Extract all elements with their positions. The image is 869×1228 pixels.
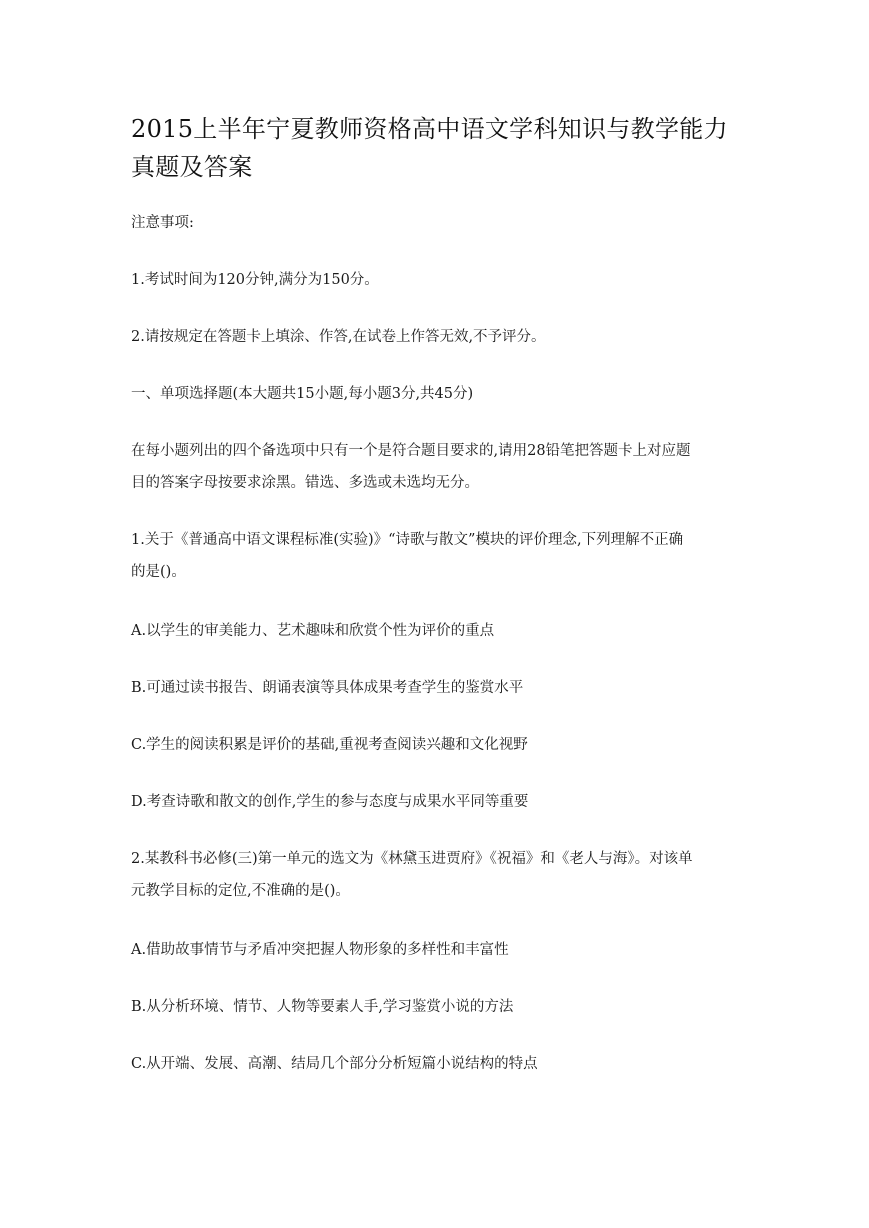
question-stem-line: 2.某教科书必修(三)第一单元的选文为《林黛玉进贾府》《祝福》和《老人与海》。对该单 [131,851,693,867]
notice-heading: 注意事项: [131,215,194,231]
question-option: C.从开端、发展、高潮、结局几个部分分析短篇小说结构的特点 [131,1056,538,1072]
question-option: D.考查诗歌和散文的创作,学生的参与态度与成果水平同等重要 [131,794,529,810]
question-stem-line: 元教学目标的定位,不准确的是()。 [131,883,350,899]
question-option: C.学生的阅读积累是评价的基础,重视考查阅读兴趣和文化视野 [131,737,528,753]
notice-item: 1.考试时间为120分钟,满分为150分。 [131,272,379,288]
document-title: 2015上半年宁夏教师资格高中语文学科知识与教学能力真题及答案 [131,115,728,181]
question-option: B.可通过读书报告、朗诵表演等具体成果考查学生的鉴赏水平 [131,680,524,696]
instruction-line: 目的答案字母按要求涂黑。错选、多选或未选均无分。 [131,475,479,491]
notice-item: 2.请按规定在答题卡上填涂、作答,在试卷上作答无效,不予评分。 [131,329,546,345]
question-stem-line: 1.关于《普通高中语文课程标准(实验)》“诗歌与散文”模块的评价理念,下列理解不正确 [131,532,684,548]
question-option: A.借助故事情节与矛盾冲突把握人物形象的多样性和丰富性 [131,942,509,958]
instruction-line: 在每小题列出的四个备选项中只有一个是符合题目要求的,请用28铅笔把答题卡上对应题 [131,443,691,459]
question-option: A.以学生的审美能力、艺术趣味和欣赏个性为评价的重点 [131,623,495,639]
question-stem-line: 的是()。 [131,564,186,580]
section-heading: 一、单项选择题(本大题共15小题,每小题3分,共45分) [131,386,474,402]
question-option: B.从分析环境、情节、人物等要素人手,学习鉴赏小说的方法 [131,999,514,1015]
